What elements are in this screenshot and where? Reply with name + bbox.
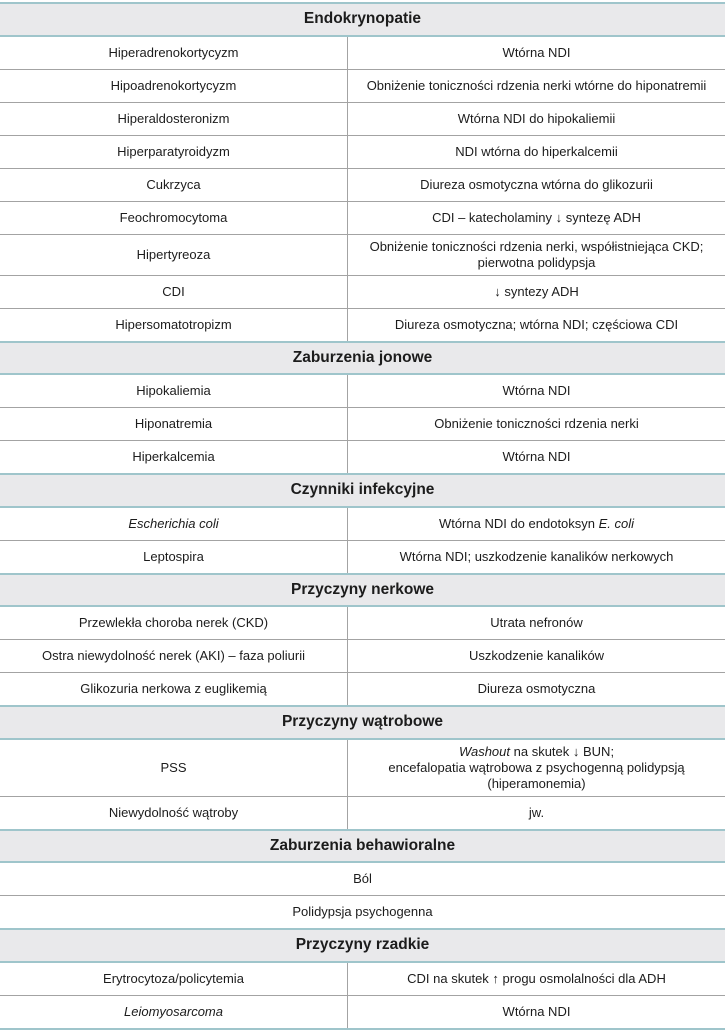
table-row — [0, 309, 725, 341]
table-row — [0, 996, 725, 1028]
cell-mechanism: Obniżenie toniczności rdzenia nerki, współistniejąca CKD; pierwotna polidypsja — [369, 238, 704, 270]
cell-cause: Cukrzyca — [0, 169, 348, 201]
cell-mechanism: Wtórna NDI do hipokaliemii — [457, 110, 616, 126]
cell-cause: Hipokaliemia — [0, 375, 348, 407]
section-header: Przyczyny rzadkie — [0, 928, 725, 963]
cell-cause: Hipersomatotropizm — [0, 309, 348, 341]
table-row — [0, 740, 725, 797]
table-row — [0, 103, 725, 136]
section-header: Zaburzenia behawioralne — [0, 829, 725, 864]
cell-cause: Leptospira — [0, 541, 348, 573]
section-rows — [0, 607, 725, 705]
cell-cause: Erytrocytoza/policytemia — [0, 963, 348, 995]
cell-cause: Hipoadrenokortycyzm — [0, 70, 348, 102]
cell-cause: CDI — [0, 276, 348, 308]
section-header: Przyczyny nerkowe — [0, 573, 725, 608]
cell-cause: Ostra niewydolność nerek (AKI) – faza poliurii — [0, 640, 348, 672]
table-row — [0, 37, 725, 70]
section-rows — [0, 37, 725, 341]
section-header: Czynniki infekcyjne — [0, 473, 725, 508]
cell-mechanism: Wtórna NDI — [502, 1003, 571, 1019]
cell-mechanism: Wtórna NDI — [502, 44, 571, 60]
section-rows — [0, 740, 725, 829]
cell-cause: Hiperaldosteronizm — [0, 103, 348, 135]
table-row — [0, 375, 725, 408]
section-rows — [0, 963, 725, 1028]
table-row — [0, 441, 725, 473]
cell-mechanism: jw. — [528, 804, 545, 820]
cell-cause: PSS — [0, 740, 348, 796]
section-rows — [0, 375, 725, 473]
table-row — [0, 797, 725, 829]
cell-mechanism: NDI wtórna do hiperkalcemii — [455, 143, 618, 159]
cell-mechanism: Wtórna NDI — [502, 449, 571, 464]
table-row — [0, 136, 725, 169]
cell-cause: Escherichia coli — [0, 508, 348, 540]
section-header: Endokrynopatie — [0, 2, 725, 37]
table-row — [0, 640, 725, 673]
table-row — [0, 408, 725, 441]
cell-cause: Glikozuria nerkowa z euglikemią — [0, 673, 348, 705]
table-row — [0, 963, 725, 996]
cell-mechanism: Diureza osmotyczna; wtórna NDI; częściowa CDI — [394, 316, 679, 332]
section-header: Przyczyny wątrobowe — [0, 705, 725, 740]
table-row — [0, 235, 725, 276]
causes-table — [0, 2, 725, 1030]
table-row — [0, 508, 725, 541]
cell-mechanism: Uszkodzenie kanalików — [468, 648, 605, 663]
table-row — [0, 607, 725, 640]
table-row — [0, 863, 725, 896]
table-row — [0, 70, 725, 103]
cell-cause: Feochromocytoma — [0, 202, 348, 234]
cell-cause: Hiperadrenokortycyzm — [0, 37, 348, 69]
cell-mechanism: Washout na skutek ↓ BUN; encefalopatia wątrobowa z psychogenną polidypsją (hiperamonemia) — [388, 743, 685, 791]
cell-cause: Hipertyreoza — [0, 235, 348, 275]
cell-full: Polidypsja psychogenna — [292, 904, 433, 919]
cell-full: Ból — [353, 871, 372, 886]
cell-mechanism: CDI na skutek ↑ progu osmolalności dla ADH — [407, 970, 666, 986]
cell-cause: Hiperkalcemia — [0, 441, 348, 473]
section-rows — [0, 863, 725, 928]
cell-cause: Hiponatremia — [0, 408, 348, 440]
cell-mechanism: Utrata nefronów — [490, 615, 583, 630]
cell-mechanism: Diureza osmotyczna wtórna do glikozurii — [420, 176, 653, 192]
cell-cause: Hiperparatyroidyzm — [0, 136, 348, 168]
table-row — [0, 896, 725, 928]
table-row — [0, 541, 725, 573]
cell-cause: Niewydolność wątroby — [0, 797, 348, 829]
cell-mechanism: Wtórna NDI; uszkodzenie kanalików nerkowych — [399, 548, 674, 564]
cell-mechanism: ↓ syntezy ADH — [494, 283, 579, 299]
table-row — [0, 169, 725, 202]
cell-mechanism: Obniżenie toniczności rdzenia nerki — [434, 416, 639, 431]
cell-mechanism: CDI – katecholaminy ↓ syntezę ADH — [432, 209, 641, 225]
section-rows — [0, 508, 725, 573]
table-row — [0, 673, 725, 705]
section-header: Zaburzenia jonowe — [0, 341, 725, 376]
cell-mechanism: Wtórna NDI do endotoksyn E. coli — [438, 515, 635, 531]
table-row — [0, 202, 725, 235]
cell-mechanism: Obniżenie toniczności rdzenia nerki wtórne do hiponatremii — [366, 77, 707, 93]
cell-mechanism: Diureza osmotyczna — [477, 681, 596, 696]
table-row — [0, 276, 725, 309]
cell-cause: Leiomyosarcoma — [0, 996, 348, 1028]
cell-cause: Przewlekła choroba nerek (CKD) — [0, 607, 348, 639]
cell-mechanism: Wtórna NDI — [502, 383, 571, 398]
